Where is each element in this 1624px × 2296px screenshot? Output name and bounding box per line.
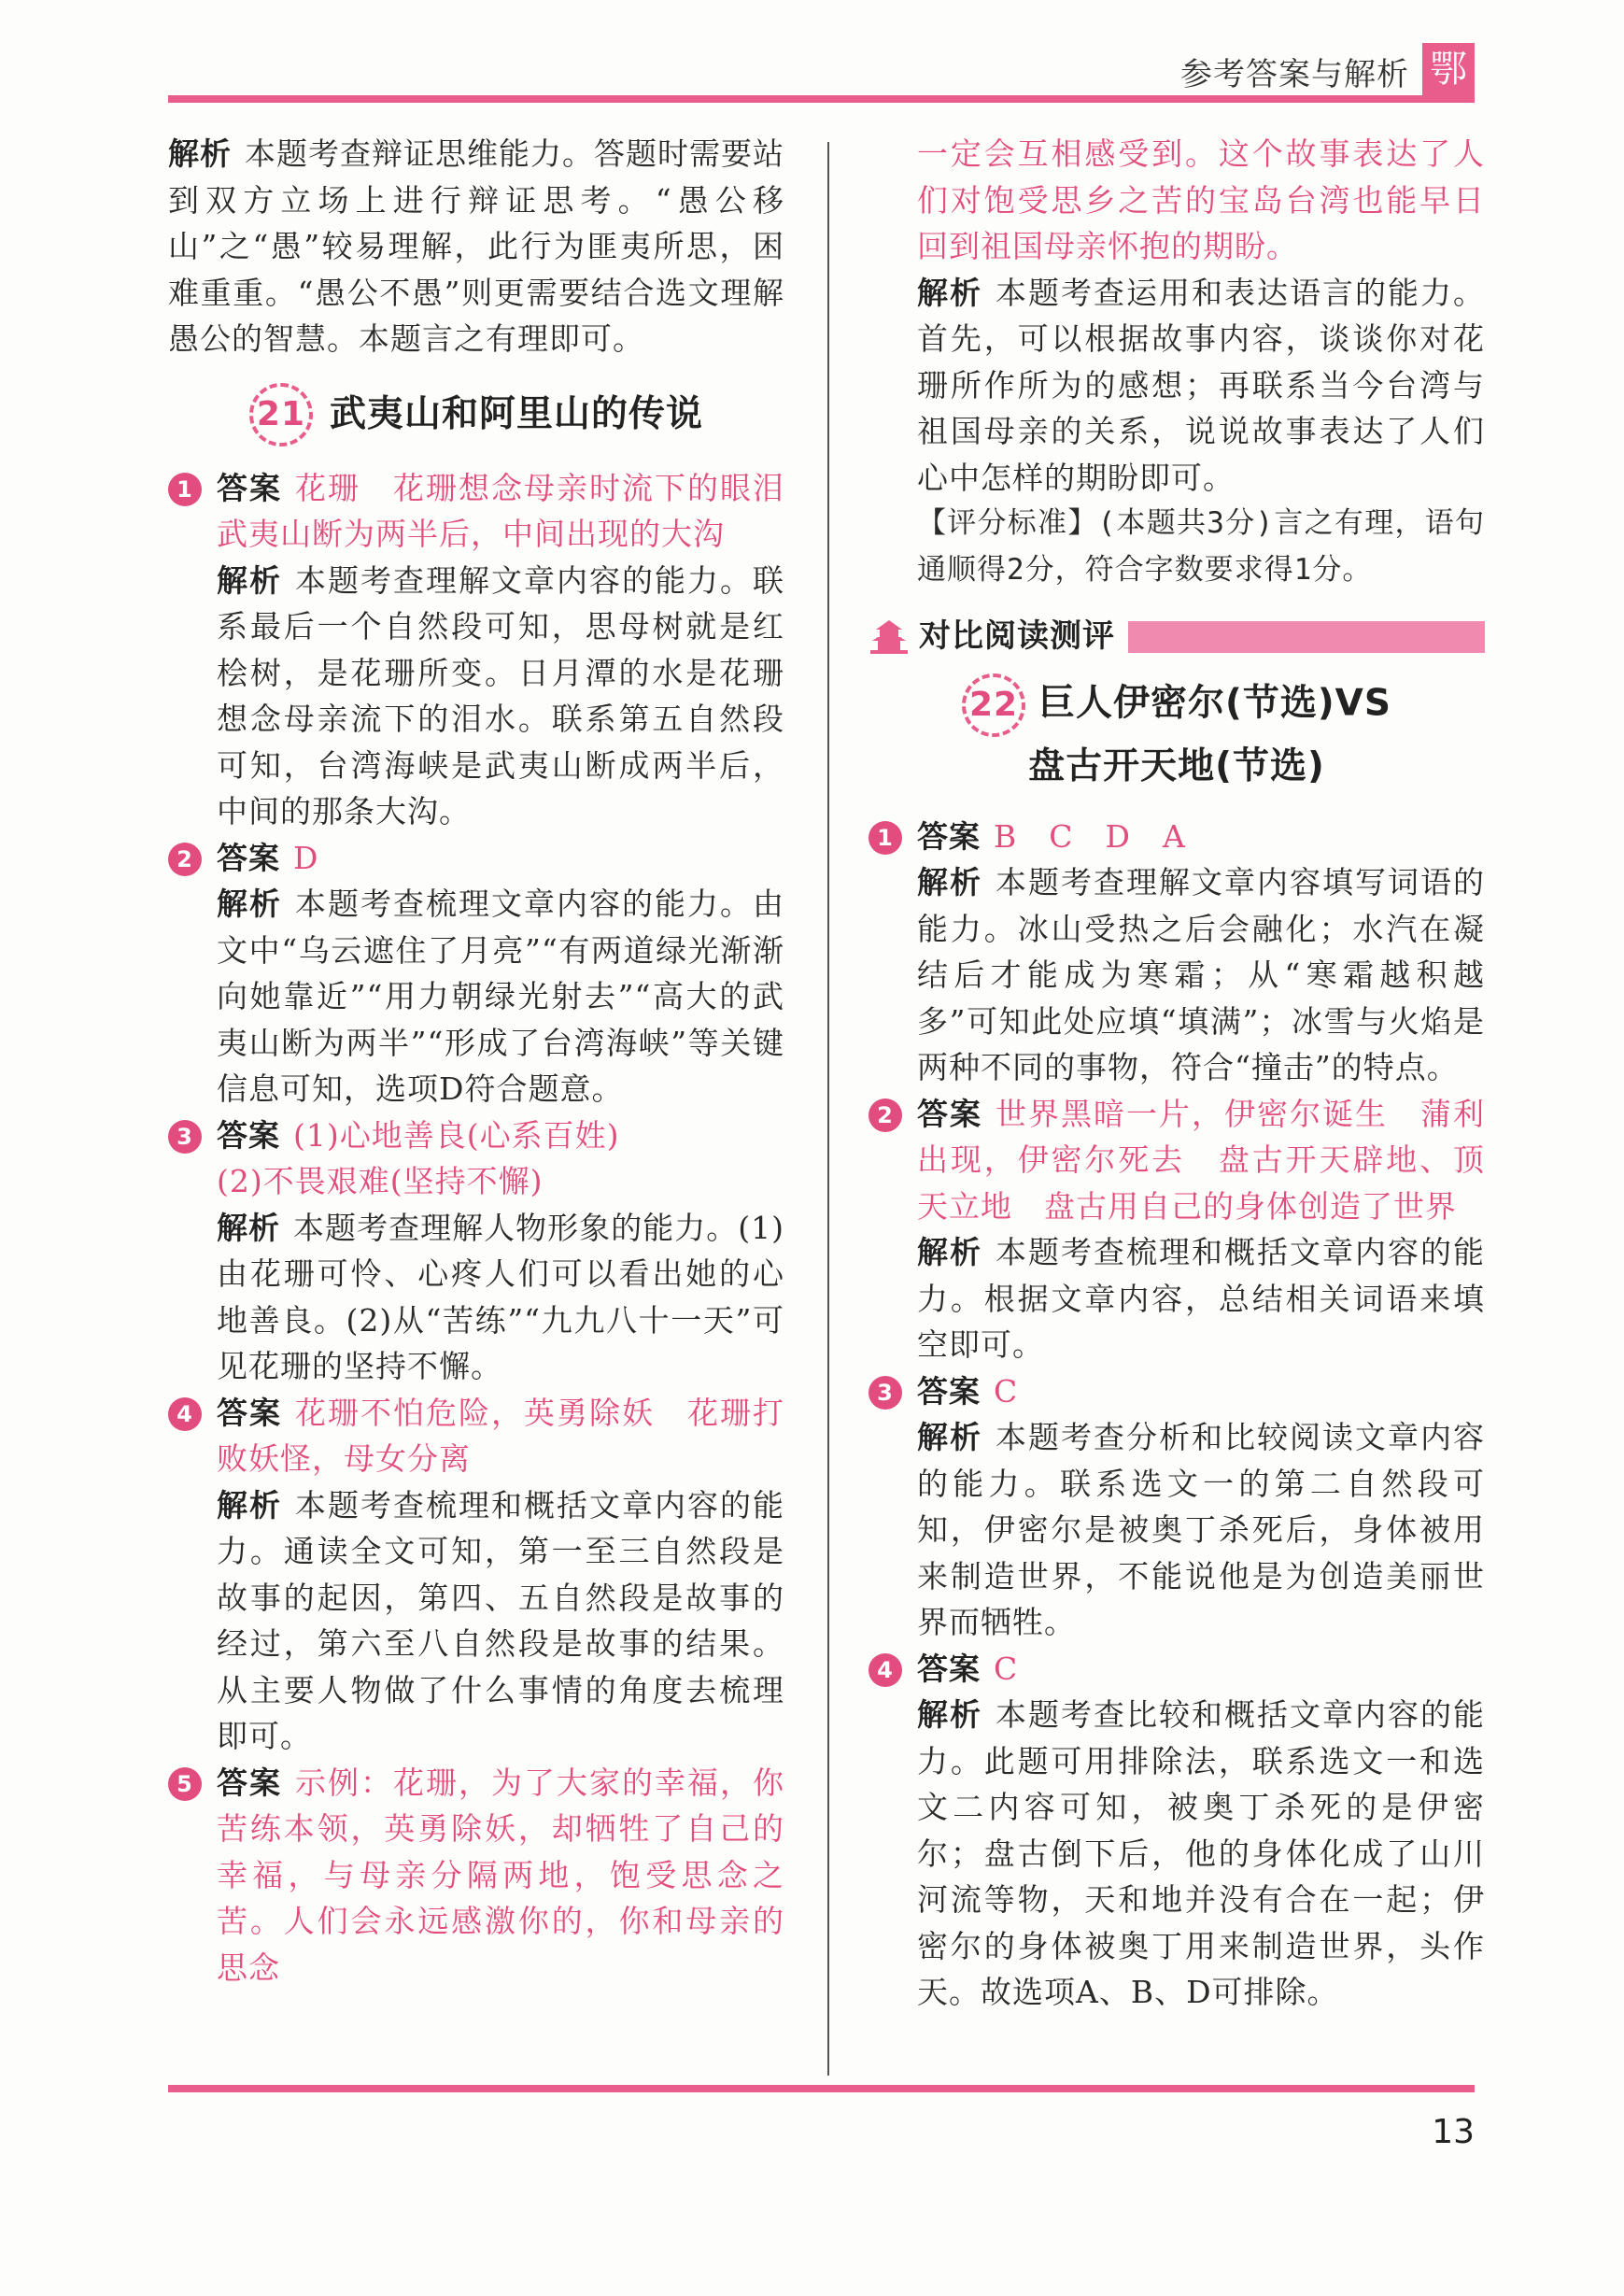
explanation-label: 解析	[217, 561, 282, 599]
scoring-criteria: 【评分标准】(本题共3分)言之有理，语句通顺得2分，符合字数要求得1分。	[917, 506, 1485, 587]
question-number-badge: 1	[868, 821, 902, 855]
question-number-badge: 5	[168, 1767, 202, 1801]
answer-text-1: (1)心地善良(心系百姓)	[293, 1116, 620, 1154]
banner-bar	[1128, 621, 1485, 653]
answer-text: C	[994, 1372, 1019, 1410]
question-number-badge: 4	[168, 1397, 202, 1431]
explanation-label: 解析	[217, 1209, 281, 1246]
answer-label: 答案	[217, 839, 280, 876]
question-number-badge: 1	[168, 473, 202, 506]
answer-label: 答案	[217, 1764, 282, 1801]
explanation-text: 本题考查运用和表达语言的能力。首先，可以根据故事内容，谈谈你对花珊所作所为的感想；再联系当今台湾与祖国母亲的关系，说说故事表达了人们心中怎样的期盼即可。	[917, 274, 1485, 496]
column-divider	[827, 142, 829, 2076]
answer-text-continued: 一定会互相感受到。这个故事表达了人们对饱受思乡之苦的宝岛台湾也能早日回到祖国母亲怀抱的期盼。	[917, 135, 1485, 264]
question-5-continued	[868, 131, 1485, 593]
answer-label: 答案	[917, 817, 981, 855]
section-22-title	[868, 673, 1485, 797]
explanation-text: 本题考查理解人物形象的能力。(1)由花珊可怜、心疼人们可以看出她的心地善良。(2)从“苦练”“九九八十一天”可见花珊的坚持不懈。	[217, 1209, 784, 1384]
explanation-label: 解析	[917, 1234, 982, 1270]
page-header	[168, 37, 1484, 103]
header-badge: 鄂	[1422, 43, 1475, 95]
explanation-label: 解析	[917, 274, 982, 311]
intro-explanation	[168, 131, 784, 362]
answer-text: 花珊 花珊想念母亲时流下的眼泪 武夷山断为两半后，中间出现的大沟	[217, 469, 816, 552]
explanation-label: 解析	[917, 1696, 982, 1733]
explanation-text: 本题考查梳理和概括文章内容的能力。根据文章内容，总结相关词语来填空即可。	[917, 1234, 1485, 1363]
question-number-badge: 2	[868, 1098, 902, 1132]
answer-label: 答案	[217, 469, 282, 506]
answer-text: 花珊不怕危险，英勇除妖 花珊打败妖怪，母女分离	[217, 1394, 784, 1477]
explanation-text: 本题考查梳理文章内容的能力。由文中“乌云遮住了月亮”“有两道绿光渐渐向她靠近”“用力朝绿光射去”“高大的武夷山断为两半”“形成了台湾海峡”等关键信息可知，选项D符合题意。	[217, 886, 784, 1107]
answer-text: B C D A	[994, 817, 1186, 855]
question-number-badge: 3	[868, 1376, 902, 1410]
explanation-text: 本题考查梳理和概括文章内容的能力。通读全文可知，第一至三自然段是故事的起因，第四、五自然段是故事的经过，第六至八自然段是故事的结果。从主要人物做了什么事情的角度去梳理即可。	[217, 1486, 784, 1754]
question-5	[168, 1760, 784, 1991]
section-title-line-1: 巨人伊密尔(节选)VS	[1038, 682, 1391, 724]
question-2	[868, 1091, 1485, 1368]
answer-text-2: (2)不畏艰难(坚持不懈)	[217, 1163, 544, 1199]
question-4	[168, 1390, 784, 1760]
pagoda-icon	[868, 617, 910, 658]
question-number-badge: 2	[168, 843, 202, 876]
header-rule	[168, 95, 1475, 103]
answer-text: D	[293, 839, 319, 876]
answer-label: 答案	[917, 1095, 982, 1132]
explanation-text: 本题考查理解文章内容的能力。联系最后一个自然段可知，思母树就是红桧树，是花珊所变。日月潭的水是花珊想念母亲流下的泪水。联系第五自然段可知，台湾海峡是武夷山断成两半后，中间的那条大沟。	[217, 561, 784, 829]
banner-title: 对比阅读测评	[919, 617, 1115, 655]
answer-label: 答案	[217, 1394, 282, 1431]
explanation-label: 解析	[168, 135, 232, 172]
question-1	[168, 465, 816, 835]
explanation-label: 解析	[917, 1419, 982, 1455]
answer-label: 答案	[917, 1650, 981, 1687]
answer-text: 示例：花珊，为了大家的幸福，你苦练本领，英勇除妖，却牺牲了自己的幸福，与母亲分隔两地，饱受思念之苦。人们会永远感激你的，你和母亲的思念	[217, 1764, 784, 1986]
section-number-badge: 22	[962, 673, 1025, 737]
explanation-label: 解析	[917, 864, 982, 900]
answer-label: 答案	[217, 1116, 280, 1154]
section-banner	[868, 614, 1485, 660]
page-number: 13	[1432, 2113, 1475, 2151]
explanation-label: 解析	[217, 886, 282, 922]
question-3	[868, 1368, 1485, 1646]
question-3	[168, 1113, 784, 1390]
question-2	[168, 835, 784, 1113]
right-column	[868, 131, 1485, 2016]
explanation-text: 本题考查理解文章内容填写词语的能力。冰山受热之后会融化；水汽在凝结后才能成为寒霜；从“寒霜越积越多”可知此处应填“填满”；冰雪与火焰是两种不同的事物，符合“撞击”的特点。	[917, 864, 1485, 1085]
section-number-badge: 21	[249, 383, 313, 446]
question-1	[868, 814, 1485, 1091]
explanation-text: 本题考查辩证思维能力。答题时需要站到双方立场上进行辩证思考。“愚公移山”之“愚”较易理解，此行为匪夷所思，困难重重。“愚公不愚”则更需要结合选文理解愚公的智慧。本题言之有理即可。	[168, 135, 784, 357]
section-title-text: 武夷山和阿里山的传说	[329, 392, 703, 435]
question-number-badge: 3	[168, 1120, 202, 1154]
footer-rule	[168, 2085, 1475, 2092]
section-title-line-2: 盘古开天地(节选)	[1028, 744, 1325, 787]
question-number-badge: 4	[868, 1653, 902, 1687]
explanation-text: 本题考查分析和比较阅读文章内容的能力。联系选文一的第二自然段可知，伊密尔是被奥丁杀死后，身体被用来制造世界，不能说他是为创造美丽世界而牺牲。	[917, 1419, 1485, 1640]
answer-text: C	[994, 1650, 1019, 1687]
answer-label: 答案	[917, 1372, 981, 1410]
explanation-text: 本题考查比较和概括文章内容的能力。此题可用排除法，联系选文一和选文二内容可知，被奥丁杀死的是伊密尔；盘古倒下后，他的身体化成了山川河流等物，天和地并没有合在一起；伊密尔的身体被奥丁用来制造世界，头作天。故选项A、B、D可排除。	[917, 1696, 1485, 2010]
left-column	[168, 131, 816, 1991]
question-4	[868, 1646, 1485, 2016]
section-21-title	[168, 383, 784, 446]
answer-text: 世界黑暗一片，伊密尔诞生 蒲利出现，伊密尔死去 盘古开天辟地、顶天立地 盘古用自己的身体创造了世界	[917, 1095, 1485, 1225]
explanation-label: 解析	[217, 1486, 282, 1524]
header-title: 参考答案与解析	[1180, 56, 1409, 93]
